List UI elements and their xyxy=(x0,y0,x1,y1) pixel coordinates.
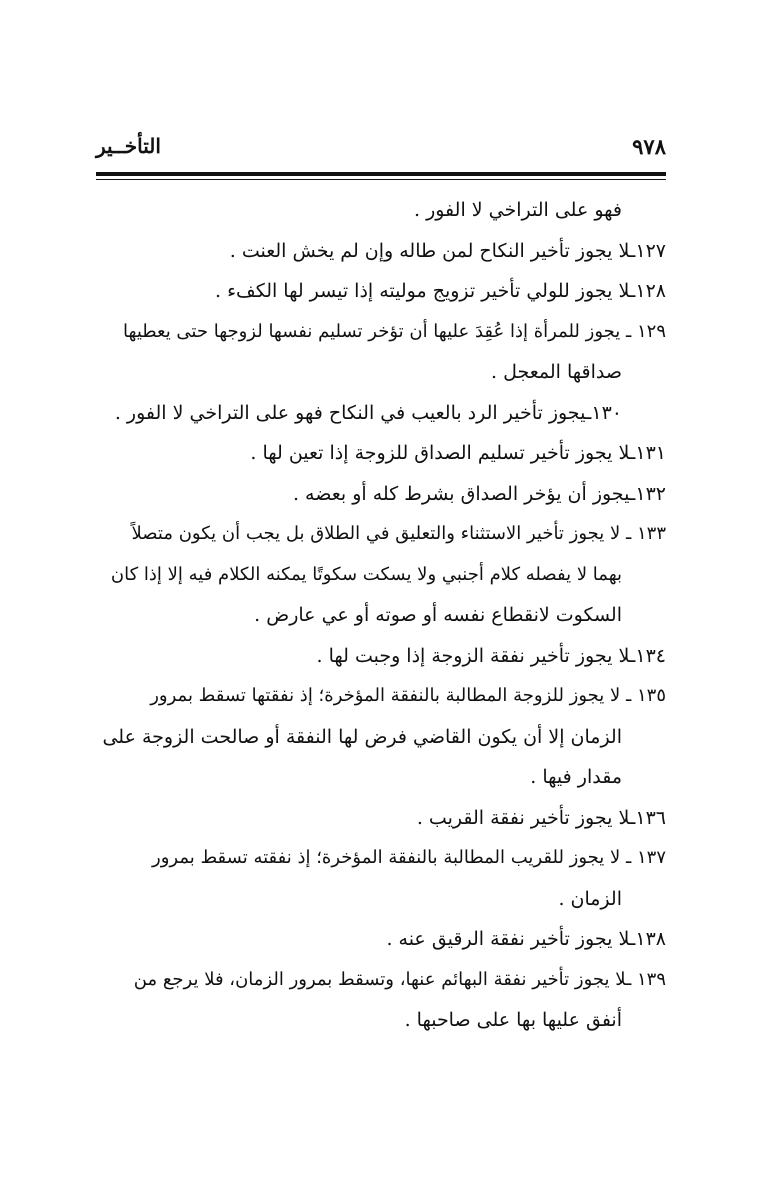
text-line: ١٣٥ ـ لا يجوز للزوجة المطالبة بالنفقة المؤخرة؛ إذ نفقتها تسقط بمرور xyxy=(150,685,666,706)
text-line: أنفق عليها بها على صاحبها . xyxy=(404,1009,622,1031)
text-line: بهما لا يفصله كلام أجنبي ولا يسكت سكوتًا يمكنه الكلام فيه إلا إذا كان xyxy=(110,563,622,585)
header-rule-thick xyxy=(96,172,666,176)
text-line: ١٣٩ ـلا يجوز تأخير نفقة البهائم عنها، وتسقط بمرور الزمان، فلا يرجع من xyxy=(133,968,666,990)
text-line: الزمان إلا أن يكون القاضي فرض لها النفقة أو صالحت الزوجة على xyxy=(102,725,622,748)
body-text xyxy=(96,190,666,1041)
text-line: مقدار فيها . xyxy=(530,766,622,788)
text-line: ١٣٧ ـ لا يجوز للقريب المطالبة بالنفقة المؤخرة؛ إذ نفقته تسقط بمرور xyxy=(152,847,666,868)
text-line: ١٣٦ـلا يجوز تأخير نفقة القريب . xyxy=(416,806,666,829)
header-rule-thin xyxy=(96,179,666,180)
text-line: ١٣٨ـلا يجوز تأخير نفقة الرقيق عنه . xyxy=(386,928,666,950)
running-title: التأخــير xyxy=(96,134,161,158)
page-header xyxy=(96,134,666,168)
text-line: فهو على التراخي لا الفور . xyxy=(413,199,622,221)
text-line: ١٢٩ ـ يجوز للمرأة إذا عُقِدَ عليها أن تؤخر تسليم نفسها لزوجها حتى يعطيها xyxy=(123,320,666,342)
text-line: السكوت لانقطاع نفسه أو صوته أو عي عارض . xyxy=(254,604,622,626)
text-line: ١٢٨ـلا يجوز للولي تأخير تزويج موليته إذا تيسر لها الكفء . xyxy=(215,280,666,302)
page-number: ٩٧٨ xyxy=(632,134,666,159)
text-line: ١٣٠ـيجوز تأخير الرد بالعيب في النكاح فهو على التراخي لا الفور . xyxy=(114,401,622,424)
text-line: ١٢٧ـلا يجوز تأخير النكاح لمن طاله وإن لم يخش العنت . xyxy=(229,239,666,262)
text-line: ١٣٤ـلا يجوز تأخير نفقة الزوجة إذا وجبت لها . xyxy=(316,644,666,667)
text-line: صداقها المعجل . xyxy=(490,361,622,383)
text-line: ١٣٢ـيجوز أن يؤخر الصداق بشرط كله أو بعضه . xyxy=(292,482,666,505)
text-line: ١٣١ـلا يجوز تأخير تسليم الصداق للزوجة إذا تعين لها . xyxy=(250,442,666,464)
text-line: ١٣٣ ـ لا يجوز تأخير الاستثناء والتعليق في الطلاق بل يجب أن يكون متصلاً xyxy=(131,523,666,544)
text-line: الزمان . xyxy=(558,887,622,910)
